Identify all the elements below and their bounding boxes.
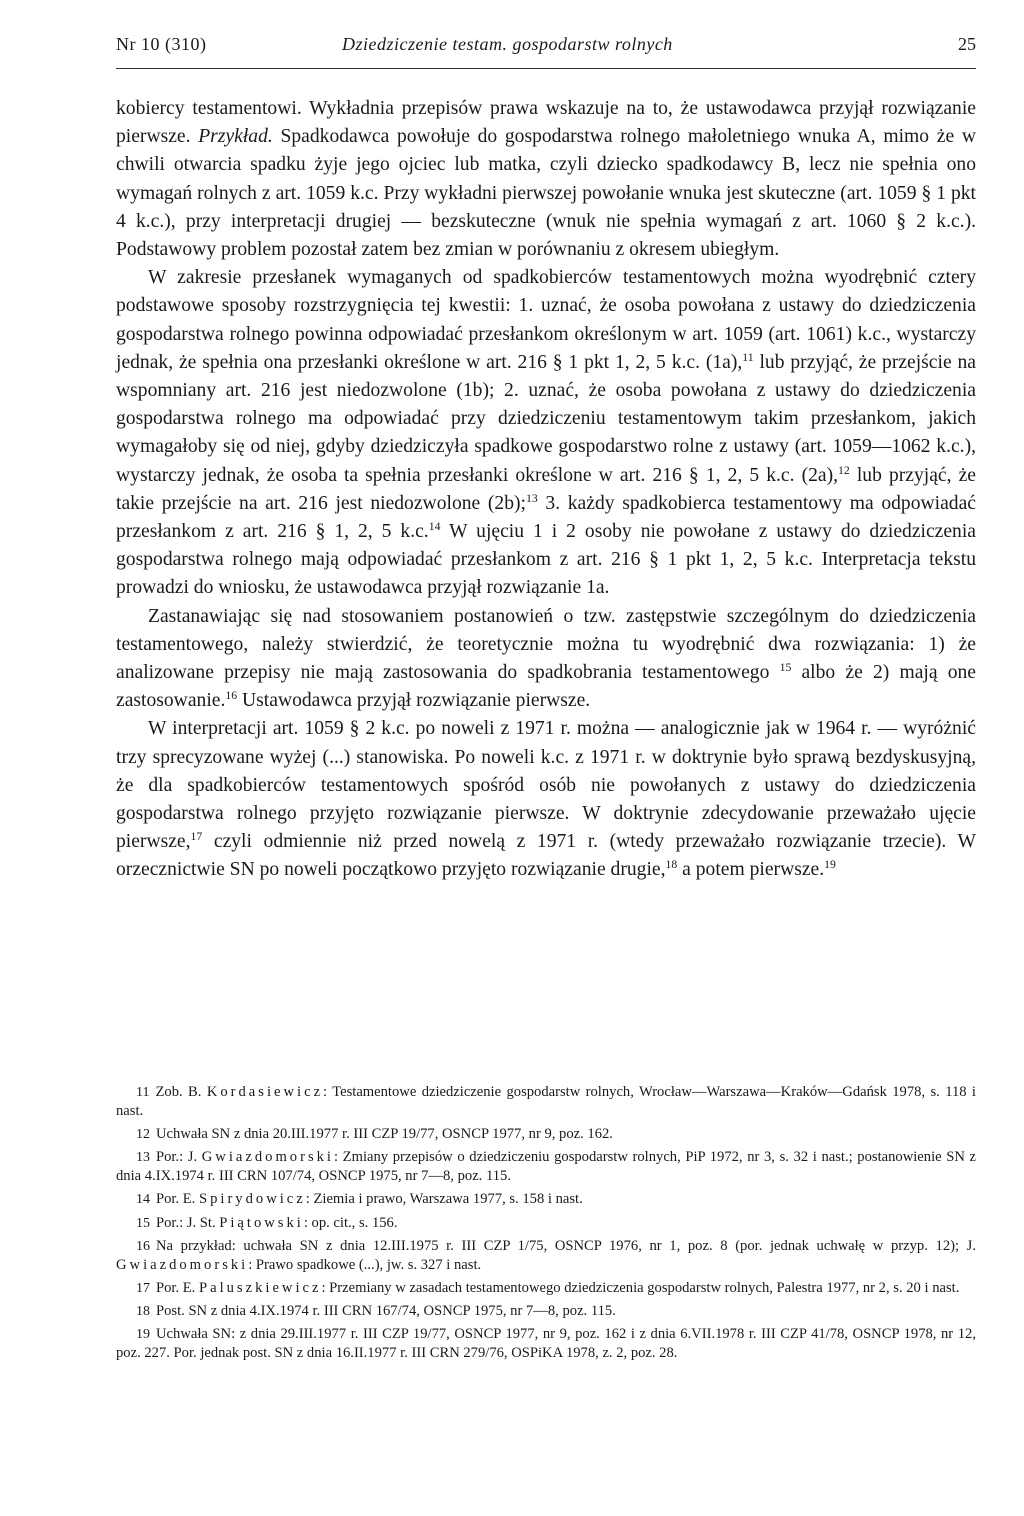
issue-number: Nr 10 (310)	[116, 34, 207, 54]
footnote-text: : Przemiany w zasadach testamentowego dziedziczenia gospodarstw rolnych, Palestra 1977, nr 2, s. 20 i nast.	[321, 1279, 960, 1296]
author-name: Gwiazdomorski	[116, 1256, 249, 1273]
footnote-ref-11[interactable]: 11	[742, 350, 754, 364]
footnote-ref-13[interactable]: 13	[525, 491, 538, 505]
header-rule	[116, 68, 976, 69]
author-name: Spirydowicz	[198, 1191, 306, 1208]
text-run: W interpretacji art. 1059 § 2 k.c. po noweli z 1971 r. można — analogicznie jak w 1964 r. — wyróżnić trzy sprecyzowane wyżej (...) stanowiska. Po noweli k.c. z 1971 r. w doktrynie było sprawą bezdyskusyjną, że dla spadkobierców testamentowych spośród osób nie powołanych z ustawy do dziedziczenia gospodarstwa rolnego przyjęto rozwiązanie pierwsze. W doktrynie zdecydowanie przeważało ujęcie pierwsze,	[116, 718, 976, 853]
footnotes	[116, 1083, 976, 1367]
author-name: Piątowski	[219, 1214, 304, 1231]
footnote-text: Por. E.	[156, 1191, 199, 1208]
running-header	[116, 34, 976, 64]
text-run: Ustawodawca przyjął rozwiązanie pierwsze.	[237, 690, 591, 712]
text-run: 3. każdy spadkobierca testamentowy ma odpowiadać przesłankom z art. 216 § 1, 2, 5 k.c.	[116, 492, 976, 543]
footnote-number: 14	[136, 1192, 150, 1208]
footnote	[116, 1190, 976, 1209]
footnote-number: 16	[136, 1238, 150, 1254]
text-run: lub przyjąć, że takie przejście na art. 216 jest niedozwolone (2b);	[116, 464, 976, 514]
footnote-number: 15	[136, 1215, 150, 1231]
text-run: W zakresie przesłanek wymaganych od spadkobierców testamentowych można wyodrębnić cztery podstawowe sposoby rozstrzygnięcia tej kwestii: 1. uznać, że osoba powołana z ustawy do dziedziczenia gospodarstwa rolnego powinna odpowiadać przesłankom określonym w art. 1059 (art. 1061) k.c., wystarczy jednak, że spełnia ona przesłanki określone w art. 216 § 1 pkt 1, 2, 5 k.c. (1a),	[116, 267, 976, 373]
paragraph-3	[116, 603, 976, 716]
footnote-ref-14[interactable]: 14	[428, 520, 441, 533]
footnote-text: Uchwała SN z dnia 20.III.1977 r. III CZP 19/77, OSNCP 1977, nr 9, poz. 162.	[156, 1126, 613, 1143]
footnote-text: Por.: J. St.	[156, 1214, 220, 1231]
page-number: 25	[958, 34, 976, 54]
footnote-text: Por. E.	[156, 1279, 199, 1296]
author-name: Paluszkiewicz	[198, 1279, 322, 1296]
footnote-text: : Testamentowe dziedziczenie gospodarstw rolnych, Wrocław—Warszawa—Kraków—Gdańsk 1978, s. 118 i nast.	[116, 1084, 976, 1120]
text-run: albo że 2) mają one zastosowanie.	[116, 662, 976, 712]
footnote	[116, 1125, 976, 1144]
footnote-ref-19[interactable]: 19	[824, 858, 836, 872]
text-run: kobiercy testamentowi. Wykładnia przepisów prawa wskazuje na to, że ustawodawca przyjął rozwiązanie pierwsze.	[116, 98, 976, 148]
main-text	[116, 95, 976, 885]
footnote-text: : Prawo spadkowe (...), jw. s. 327 i nast.	[248, 1256, 482, 1273]
footnote-number: 13	[136, 1150, 150, 1166]
footnote	[116, 1237, 976, 1275]
text-run: lub przyjąć, że przejście na wspomniany art. 216 jest niedozwolone (1b); 2. uznać, że osoba powołana z ustawy do dziedziczenia gospodarstwa rolnego ma odpowiadać przy dziedziczeniu testamentowym takim przesłankom, jakich wymagałoby się od niej, gdyby dziedziczyła spadkowe gospodarstwo rolne z ustawy (art. 1059—1062 k.c.), wystarczy jednak, że osoba ta spełnia przesłanki określone w art. 216 § 1, 2, 5 k.c. (2a),	[116, 351, 976, 486]
text-run: Zastanawiając się nad stosowaniem postanowień o tzw. zastępstwie szczególnym do dziedziczenia testamentowego, należy stwierdzić, że teoretycznie można tu wyodrębnić dwa rozwiązania: 1) że analizowane przepisy nie mają zastosowania do spadkobrania testamentowego	[116, 605, 976, 684]
author-name: Kordasiewicz	[206, 1084, 324, 1100]
footnote-ref-12[interactable]: 12	[838, 463, 850, 477]
author-name: Gwiazdomorski	[201, 1149, 334, 1166]
paragraph-2	[116, 264, 976, 602]
footnote-text: : op. cit., s. 156.	[303, 1214, 398, 1231]
footnote-text: : Ziemia i prawo, Warszawa 1977, s. 158 i nast.	[305, 1191, 583, 1208]
text-run: czyli odmiennie niż przed nowelą z 1971 r. (wtedy przeważało rozwiązanie trzecie). W orzecznictwie SN po noweli początkowo przyjęto rozwiązanie drugie,	[116, 831, 976, 881]
footnote-text: : Zmiany przepisów o dziedziczeniu gospodarstw rolnych, PiP 1972, nr 3, s. 32 i nast.; postanowienie SN z dnia 4.IX.1974 r. III CRN 107/74, OSNCP 1975, nr 7—8, poz. 115.	[116, 1149, 976, 1185]
footnote-text: Uchwała SN: z dnia 29.III.1977 r. III CZP 19/77, OSNCP 1977, nr 9, poz. 162 i z dnia 6.VII.1978 r. III CZP 41/78, OSNCP 1978, nr 12, poz. 227. Por. jednak post. SN z dnia 16.II.1977 r. III CRN 279/76, OSPiKA 1978, z. 2, poz. 28.	[116, 1326, 976, 1362]
footnote-text: Na przykład: uchwała SN z dnia 12.III.1975 r. III CZP 1/75, OSNCP 1976, nr 1, poz. 8 (por. jednak uchwałę w przyp. 12); J.	[156, 1237, 976, 1254]
footnote-number: 11	[136, 1085, 150, 1100]
footnote-ref-16[interactable]: 16	[225, 689, 238, 703]
footnote-ref-17[interactable]: 17	[190, 830, 203, 844]
footnote-text: Por.: J.	[156, 1149, 202, 1166]
footnote	[116, 1325, 976, 1363]
footnote	[116, 1214, 976, 1233]
running-title: Dziedziczenie testam. gospodarstw rolnych	[342, 34, 673, 54]
footnote-number: 17	[136, 1280, 150, 1296]
footnote	[116, 1148, 976, 1186]
example-label: Przykład.	[198, 126, 273, 148]
footnote-number: 19	[136, 1327, 150, 1343]
text-run: W ujęciu 1 i 2 osoby nie powołane z ustawy do dziedziczenia gospodarstwa rolnego mają odpowiadać przesłankom z art. 216 § 1 pkt 1, 2, 5 k.c. Interpretacja tekstu prowadzi do wniosku, że ustawodawca przyjął rozwiązanie 1a.	[116, 521, 976, 599]
footnote-number: 12	[136, 1127, 150, 1143]
paragraph-1	[116, 95, 976, 264]
paragraph-4	[116, 715, 976, 884]
footnote	[116, 1083, 976, 1121]
text-run: a potem pierwsze.	[677, 859, 825, 881]
footnote-text: Zob. B.	[155, 1084, 207, 1100]
footnote-text: Post. SN z dnia 4.IX.1974 r. III CRN 167/74, OSNCP 1975, nr 7—8, poz. 115.	[156, 1302, 616, 1319]
footnote	[116, 1279, 976, 1298]
footnote	[116, 1302, 976, 1321]
footnote-ref-15[interactable]: 15	[779, 661, 792, 675]
text-run: Spadkodawca powołuje do gospodarstwa rolnego małoletniego wnuka A, mimo że w chwili otwarcia spadku żyje jego ojciec lub matka, czyli dziecko spadkodawcy B, lecz nie spełnia ono wymagań rolnych z art. 1059 k.c. Przy wykładni pierwszej powołanie wnuka jest skuteczne (art. 1059 § 1 pkt 4 k.c.), przy interpretacji drugiej — bezskuteczne (wnuk nie spełnia wymagań z art. 1060 § 2 k.c.). Podstawowy problem pozostał zatem bez zmian w porównaniu z okresem ubiegłym.	[116, 126, 976, 261]
footnote-ref-18[interactable]: 18	[665, 858, 678, 872]
footnote-number: 18	[136, 1303, 150, 1319]
